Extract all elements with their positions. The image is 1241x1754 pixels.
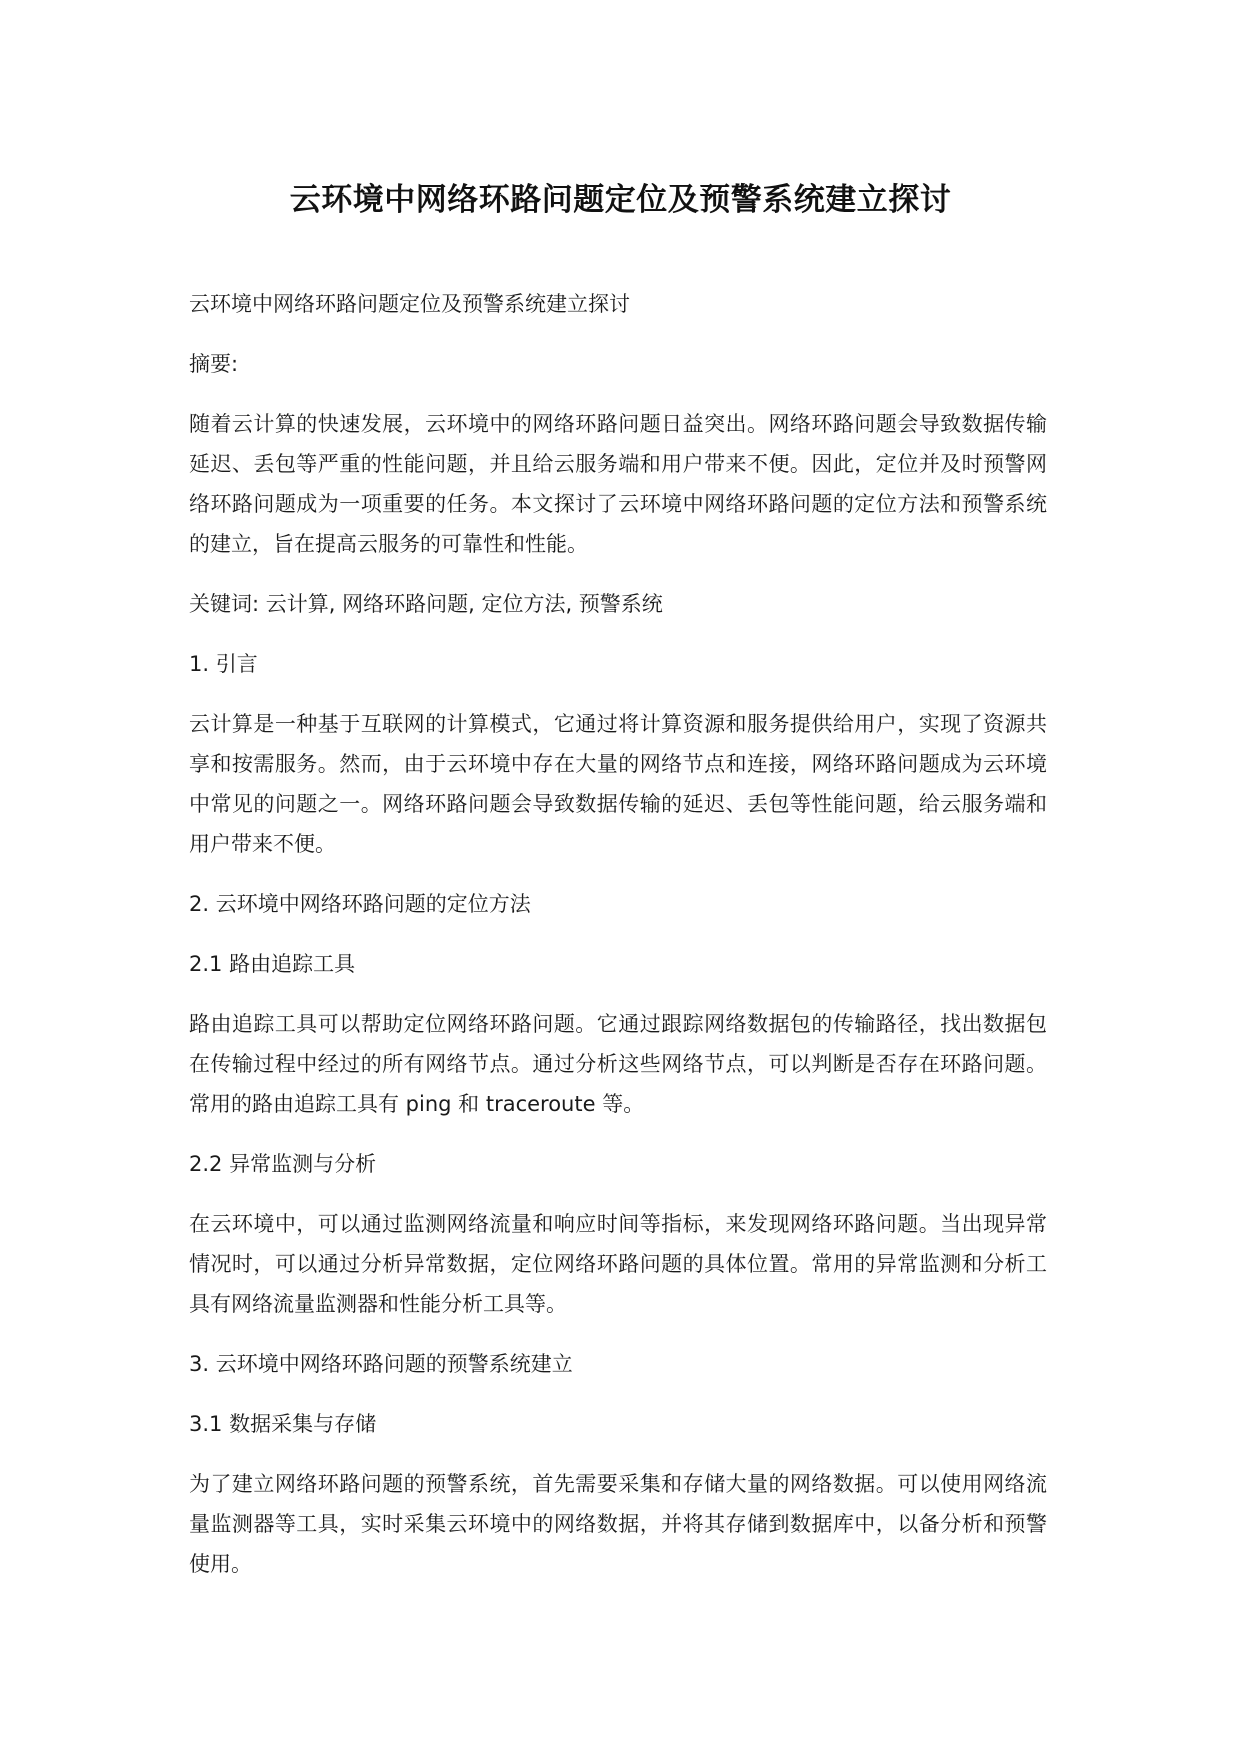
subtitle-paragraph: 云环境中网络环路问题定位及预警系统建立探讨 [189,292,630,316]
document-body [189,284,1047,1604]
section-heading-1: 1. 引言 [189,652,258,676]
keywords-line: 关键词: 云计算, 网络环路问题, 定位方法, 预警系统 [189,592,663,616]
subsection-heading-3-1: 3.1 数据采集与存储 [189,1412,377,1436]
abstract-heading: 摘要: [189,352,239,376]
route-tracing-paragraph: 路由追踪工具可以帮助定位网络环路问题。它通过跟踪网络数据包的传输路径，找出数据包在传输过程中经过的所有网络节点。通过分析这些网络节点，可以判断是否存在环路问题。常用的路由追踪工具有 ping 和 traceroute 等。 [189,1012,1047,1116]
subsection-heading-2-2: 2.2 异常监测与分析 [189,1152,377,1176]
intro-paragraph: 云计算是一种基于互联网的计算模式，它通过将计算资源和服务提供给用户，实现了资源共享和按需服务。然而，由于云环境中存在大量的网络节点和连接，网络环路问题成为云环境中常见的问题之一。网络环路问题会导致数据传输的延迟、丢包等性能问题，给云服务端和用户带来不便。 [189,712,1047,856]
section-heading-3: 3. 云环境中网络环路问题的预警系统建立 [189,1352,573,1376]
section-heading-2: 2. 云环境中网络环路问题的定位方法 [189,892,531,916]
data-collection-paragraph: 为了建立网络环路问题的预警系统，首先需要采集和存储大量的网络数据。可以使用网络流量监测器等工具，实时采集云环境中的网络数据，并将其存储到数据库中，以备分析和预警使用。 [189,1472,1047,1576]
subsection-heading-2-1: 2.1 路由追踪工具 [189,952,356,976]
document-title: 云环境中网络环路问题定位及预警系统建立探讨 [289,182,952,218]
abstract-paragraph: 随着云计算的快速发展，云环境中的网络环路问题日益突出。网络环路问题会导致数据传输延迟、丢包等严重的性能问题，并且给云服务端和用户带来不便。因此，定位并及时预警网络环路问题成为一项重要的任务。本文探讨了云环境中网络环路问题的定位方法和预警系统的建立，旨在提高云服务的可靠性和性能。 [189,412,1047,556]
anomaly-monitoring-paragraph: 在云环境中，可以通过监测网络流量和响应时间等指标，来发现网络环路问题。当出现异常情况时，可以通过分析异常数据，定位网络环路问题的具体位置。常用的异常监测和分析工具有网络流量监测器和性能分析工具等。 [189,1212,1047,1316]
